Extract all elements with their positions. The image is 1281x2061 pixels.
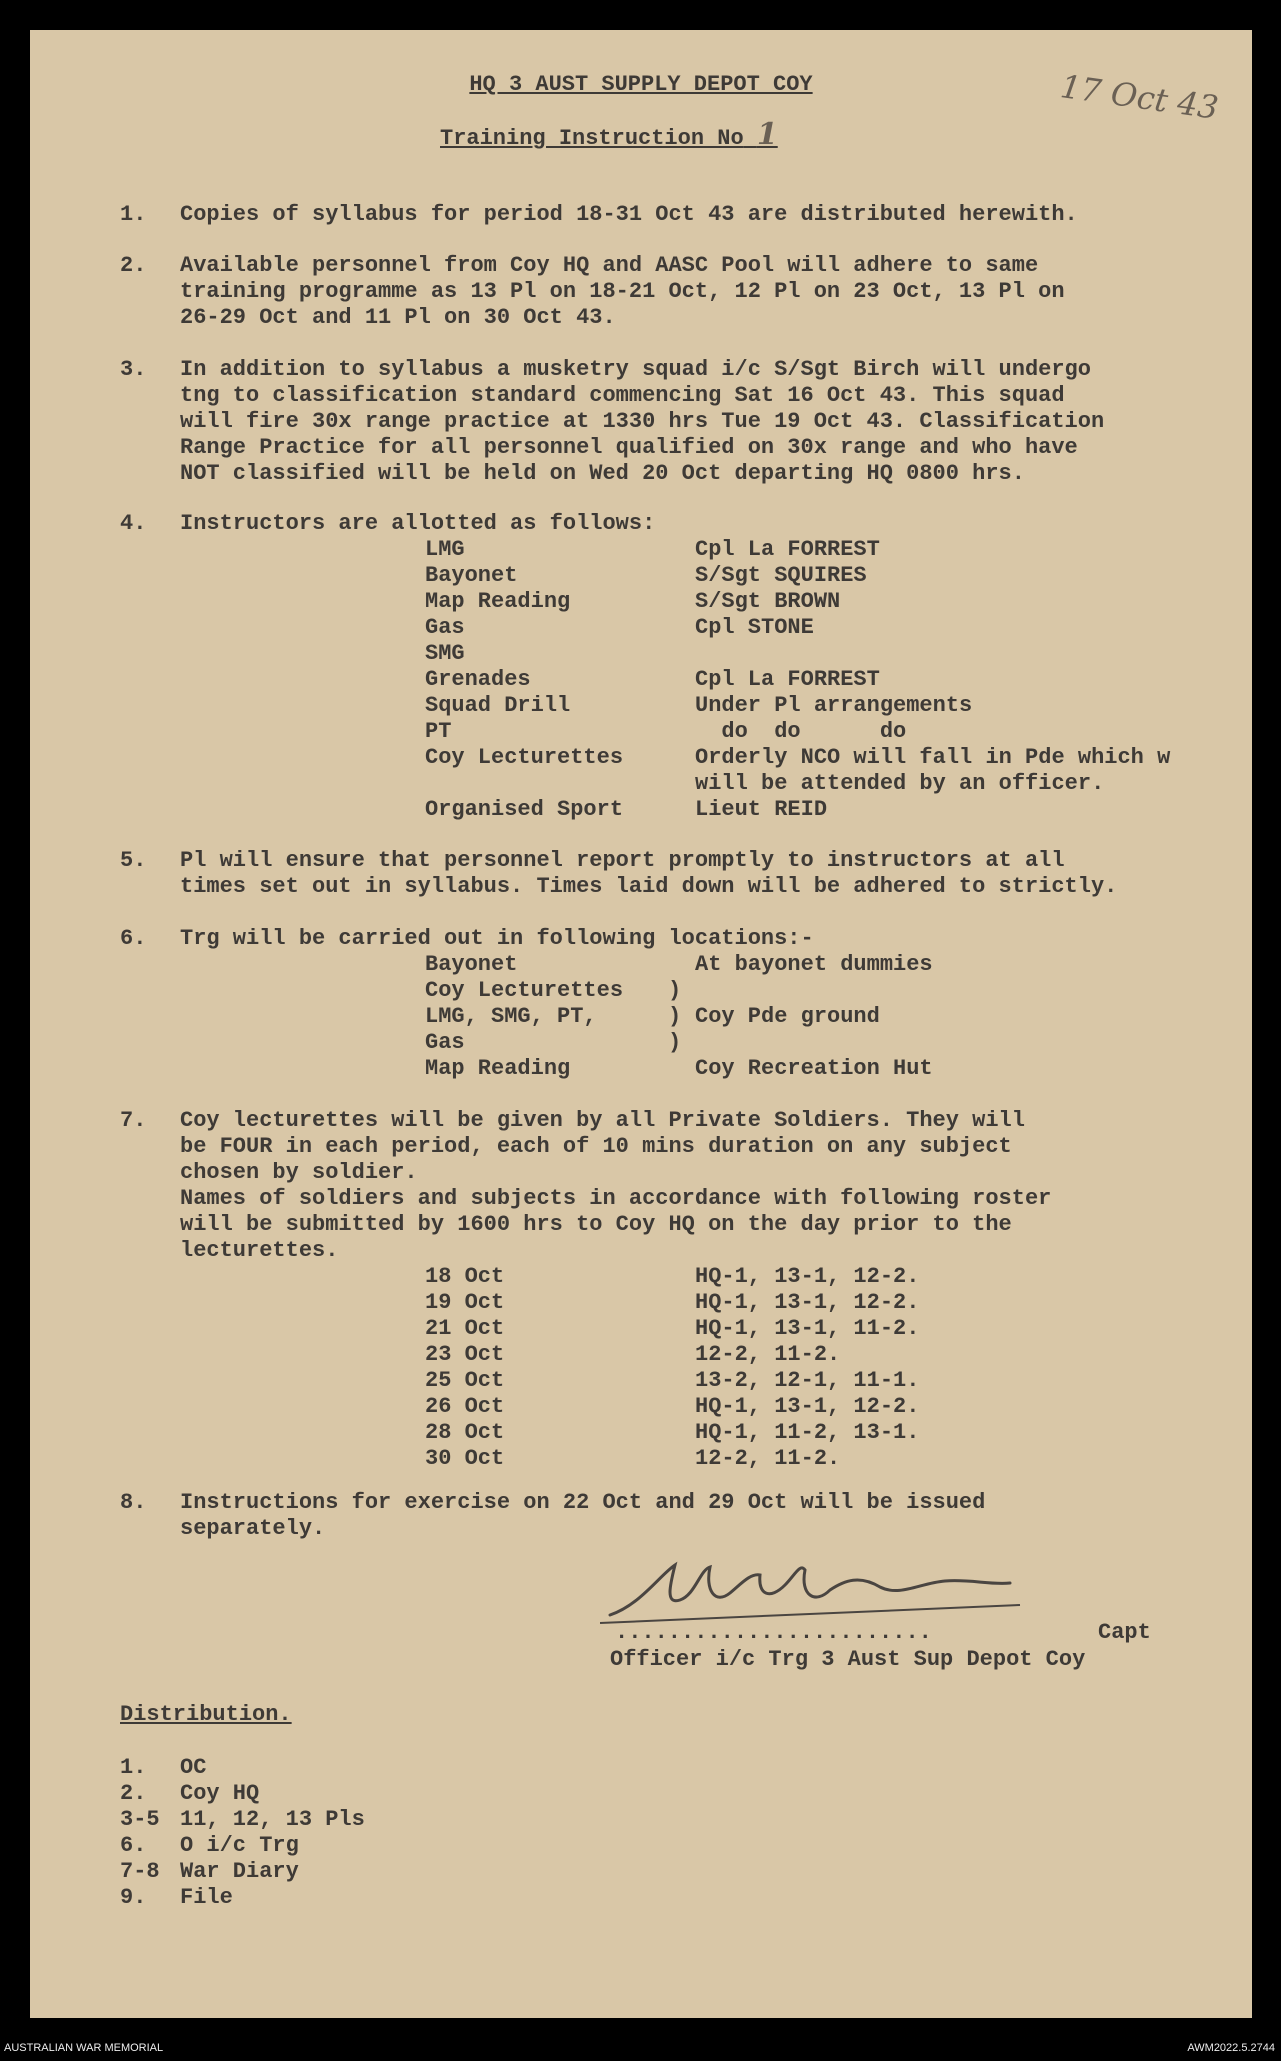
instructor-subject: Map Reading [425,589,571,614]
distribution-number: 3-5 [120,1807,160,1832]
unit-heading: HQ 3 AUST SUPPLY DEPOT COY [469,72,813,97]
instructor-name: Cpl La FORREST [695,667,880,692]
instructor-name: Under Pl arrangements [695,693,973,718]
signature-dots: ........................ [615,1620,932,1645]
distribution-recipient: OC [180,1755,207,1780]
location-place: Coy Pde ground [695,1004,880,1029]
paragraph-line: 26-29 Oct and 11 Pl on 30 Oct 43. [180,305,616,330]
paragraph-number: 1. [120,202,147,227]
roster-date: 23 Oct [425,1342,505,1367]
paragraph-line: NOT classified will be held on Wed 20 Oct departing HQ 0800 hrs. [180,461,1025,486]
signature-appointment: Officer i/c Trg 3 Aust Sup Depot Coy [610,1647,1086,1672]
paragraph-number: 5. [120,848,147,873]
instructor-subject: SMG [425,641,465,666]
roster-groups: HQ-1, 13-1, 12-2. [695,1264,920,1289]
location-bracket: ) [668,1004,682,1029]
instructor-subject: Gas [425,615,465,640]
footer-accession: AWM2022.5.2744 [1187,2042,1275,2054]
instructor-subject: LMG [425,537,465,562]
location-bracket: ) [668,978,682,1003]
distribution-recipient: Coy HQ [180,1781,260,1806]
location-place: At bayonet dummies [695,952,933,977]
footer-credit: AUSTRALIAN WAR MEMORIAL [4,2042,164,2054]
roster-groups: 13-2, 12-1, 11-1. [695,1368,920,1393]
distribution-title: Distribution. [120,1702,292,1727]
paragraph-line: Trg will be carried out in following locations:- [180,926,814,951]
roster-date: 21 Oct [425,1316,505,1341]
roster-groups: HQ-1, 13-1, 12-2. [695,1290,920,1315]
instructor-name: S/Sgt BROWN [695,589,841,614]
paragraph-number: 4. [120,511,147,536]
roster-groups: 12-2, 11-2. [695,1342,841,1367]
instructor-name: will be attended by an officer. [695,771,1105,796]
distribution-number: 6. [120,1833,147,1858]
paragraph-line: training programme as 13 Pl on 18-21 Oct, 12 Pl on 23 Oct, 13 Pl on [180,279,1065,304]
paragraph-line: Instructors are allotted as follows: [180,511,656,536]
instructor-name: Lieut REID [695,797,828,822]
paragraph-number: 2. [120,253,147,278]
signature-rank: Capt [1098,1620,1151,1645]
paragraph-line: Available personnel from Coy HQ and AASC Pool will adhere to same [180,253,1039,278]
instructor-name: Cpl La FORREST [695,537,880,562]
instructor-name: S/Sgt SQUIRES [695,563,867,588]
distribution-recipient: War Diary [180,1859,299,1884]
roster-groups: HQ-1, 13-1, 12-2. [695,1394,920,1419]
paragraph-line: Pl will ensure that personnel report promptly to instructors at all [180,848,1065,873]
instructor-subject: Bayonet [425,563,518,588]
roster-groups: 12-2, 11-2. [695,1446,841,1471]
paragraph-number: 6. [120,926,147,951]
paragraph-line: Coy lecturettes will be given by all Private Soldiers. They will [180,1108,1025,1133]
roster-date: 25 Oct [425,1368,505,1393]
paragraph-number: 7. [120,1108,147,1133]
location-subject: Bayonet [425,952,518,977]
distribution-number: 2. [120,1781,147,1806]
paragraph-line: chosen by soldier. [180,1160,418,1185]
paragraph-line: Range Practice for all personnel qualified on 30x range and who have [180,435,1078,460]
location-subject: Gas [425,1030,465,1055]
paragraph-line: In addition to syllabus a musketry squad i/c S/Sgt Birch will undergo [180,357,1091,382]
location-subject: LMG, SMG, PT, [425,1004,597,1029]
instructor-name: Cpl STONE [695,615,814,640]
handwritten-date: 17 Oct 43 [1058,67,1221,127]
paragraph-line: will fire 30x range practice at 1330 hrs Tue 19 Oct 43. Classification [180,409,1105,434]
roster-groups: HQ-1, 11-2, 13-1. [695,1420,920,1445]
distribution-recipient: 11, 12, 13 Pls [180,1807,365,1832]
paragraph-line: will be submitted by 1600 hrs to Coy HQ on the day prior to the [180,1212,1012,1237]
distribution-number: 7-8 [120,1859,160,1884]
paragraph-line: tng to classification standard commencing Sat 16 Oct 43. This squad [180,383,1065,408]
location-bracket: ) [668,1030,682,1055]
instructor-subject: Organised Sport [425,797,624,822]
instructor-subject: Coy Lecturettes [425,745,624,770]
location-place: Coy Recreation Hut [695,1056,933,1081]
document-title: Training Instruction No 1 [440,117,778,152]
location-subject: Coy Lecturettes [425,978,624,1003]
distribution-recipient: O i/c Trg [180,1833,299,1858]
roster-date: 28 Oct [425,1420,505,1445]
paragraph-number: 3. [120,357,147,382]
instructor-subject: PT [425,719,452,744]
document-page [30,30,1252,2018]
title-number: 1 [756,117,778,152]
instructor-name: do do do [695,719,907,744]
paragraph-line: separately. [180,1516,326,1541]
location-subject: Map Reading [425,1056,571,1081]
paragraph-line: Names of soldiers and subjects in accordance with following roster [180,1186,1052,1211]
roster-date: 18 Oct [425,1264,505,1289]
paragraph-line: be FOUR in each period, each of 10 mins duration on any subject [180,1134,1012,1159]
paragraph-line: Copies of syllabus for period 18-31 Oct 43 are distributed herewith. [180,202,1078,227]
instructor-subject: Grenades [425,667,531,692]
paragraph-number: 8. [120,1490,147,1515]
roster-date: 26 Oct [425,1394,505,1419]
paragraph-line: times set out in syllabus. Times laid down will be adhered to strictly. [180,874,1118,899]
roster-date: 30 Oct [425,1446,505,1471]
instructor-name: Orderly NCO will fall in Pde which w [695,745,1171,770]
distribution-number: 9. [120,1885,147,1910]
instructor-subject: Squad Drill [425,693,571,718]
roster-date: 19 Oct [425,1290,505,1315]
distribution-number: 1. [120,1755,147,1780]
distribution-recipient: File [180,1885,233,1910]
paragraph-line: lecturettes. [180,1238,339,1263]
roster-groups: HQ-1, 13-1, 11-2. [695,1316,920,1341]
paragraph-line: Instructions for exercise on 22 Oct and 29 Oct will be issued [180,1490,986,1515]
